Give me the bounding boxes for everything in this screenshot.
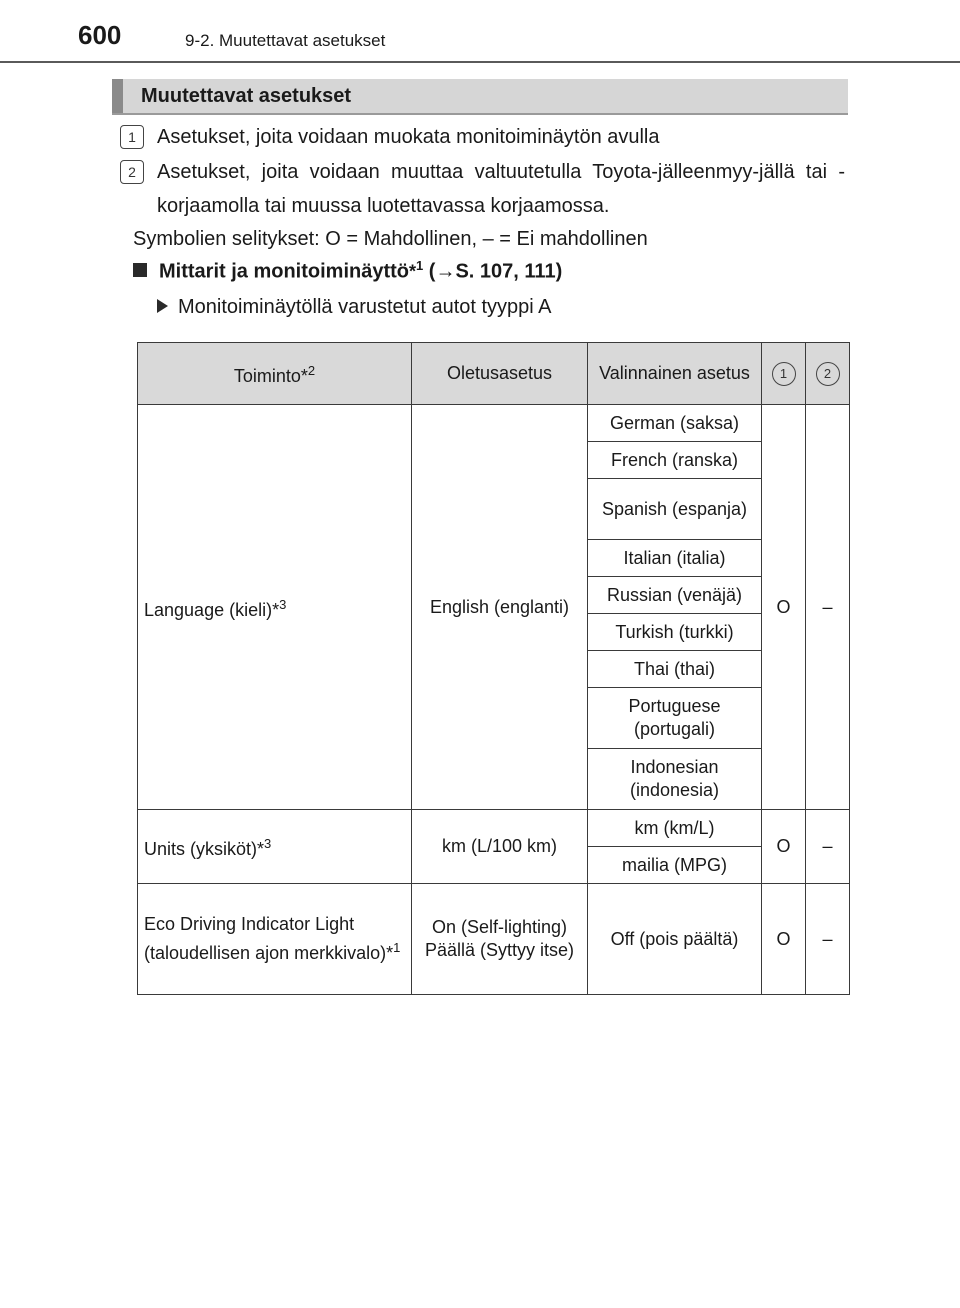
settings-table [137,342,850,995]
language-option: Spanish (espanja) [588,479,762,540]
eco-col2: – [806,884,850,995]
language-option: Indonesian (indonesia) [588,749,762,810]
language-option: Portuguese (portugali) [588,688,762,749]
bullet-text: Monitoiminäytöllä varustetut autot tyyppi A [178,296,552,318]
units-default-cell: km (L/100 km) [412,810,588,884]
language-option: French (ranska) [588,442,762,479]
units-col1: O [762,810,806,884]
language-option: German (saksa) [588,405,762,442]
header-col-1 [762,343,806,405]
header-col-2 [806,343,850,405]
eco-name-cell: Eco Driving Indicator Light (taloudellisen ajon merkkivalo)*$^1$ [138,884,412,995]
language-option: Italian (italia) [588,540,762,577]
page-header [0,0,960,62]
header-optional: Valinnainen asetus [588,343,762,405]
language-default-cell: English (englanti) [412,405,588,810]
units-option: mailia (MPG) [588,847,762,884]
language-col2: – [806,405,850,810]
table-header-row [138,343,850,405]
table-row [138,810,850,847]
symbols-legend: Symbolien selitykset: O = Mahdollinen, – = Ei mahdollinen [133,228,648,250]
eco-option: Off (pois päältä) [588,884,762,995]
header-function: Toiminto*$^2$ [138,343,412,405]
table-row [138,405,850,442]
circled-2-icon: 2 [816,362,840,386]
table-row [138,884,850,995]
page-reference-link[interactable]: S. 107, 111 [455,260,556,283]
eco-default-cell: On (Self-lighting) Päällä (Syttyy itse) [412,884,588,995]
item-1-text: Asetukset, joita voidaan muokata monitoiminäytön avulla [157,126,660,148]
units-option: km (km/L) [588,810,762,847]
eco-col1: O [762,884,806,995]
language-option: Turkish (turkki) [588,614,762,651]
language-option: Russian (venäjä) [588,577,762,614]
banner-divider [112,113,848,115]
language-option: Thai (thai) [588,651,762,688]
item-number-2-badge: 2 [120,160,144,184]
ref-arrow-icon: → [435,260,456,283]
language-col1: O [762,405,806,810]
circled-1-icon: 1 [772,362,796,386]
units-col2: – [806,810,850,884]
item-number-1-badge: 1 [120,125,144,149]
item-2-text: Asetukset, joita voidaan muuttaa valtuutetulla Toyota-jälleenmyy-jällä tai -korjaamolla tai muussa luotettavassa korjaamossa. [157,161,845,217]
section-banner [112,79,848,113]
section-title: 9-2. Muutettavat asetukset [185,31,386,50]
sub-heading-note: 1 [416,258,424,273]
language-name-cell: Language (kieli)*$^3$ [138,405,412,810]
bullet-item [157,296,552,319]
banner-title: Muutettavat asetukset [141,85,352,107]
sub-heading-text: Mittarit ja monitoiminäyttö [159,260,409,283]
triangle-bullet-icon [157,299,168,313]
units-name-cell: Units (yksiköt)*$^3$ [138,810,412,884]
sub-heading: Mittarit ja monitoiminäyttö*$^1$ (→S. 107, 111) [133,258,562,284]
header-divider [0,61,960,63]
page-number: 600 [78,20,122,50]
header-default: Oletusasetus [412,343,588,405]
square-bullet-icon [133,263,147,277]
